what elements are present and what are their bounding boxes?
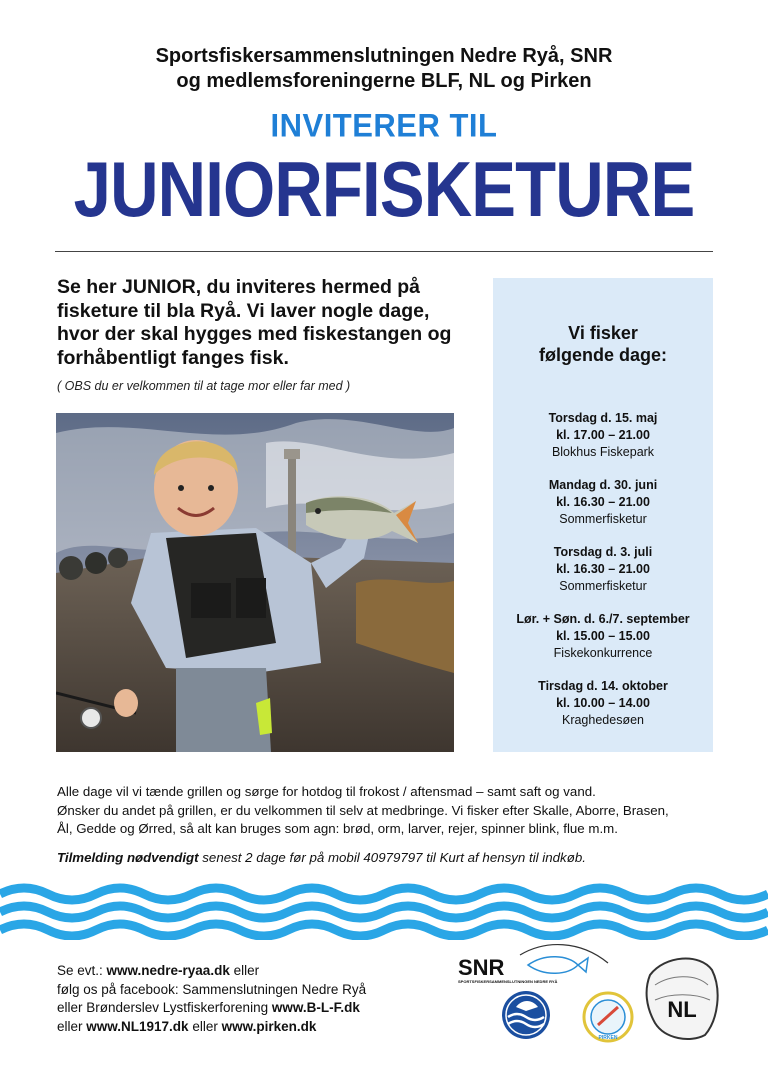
date-time: kl. 17.00 – 21.00 [556,428,650,442]
date-entry-4 [493,611,713,662]
pirken-logo [584,993,632,1041]
date-time: kl. 15.00 – 15.00 [556,629,650,643]
wave-decoration [0,880,768,940]
date-place: Sommerfisketur [559,579,647,593]
blf-logo [502,991,550,1039]
date-day: Mandag d. 30. juni [548,478,658,492]
links-line-4 [57,1018,457,1037]
invite-heading: INVITERER TIL [270,107,498,144]
nl-logo-text: NL [667,997,697,1022]
details-line-1: Alle dage vil vi tænde grillen og sørge for hotdog til frokost / aftensmad – samt saft og vand. [57,784,596,799]
date-day: Lør. + Søn. d. 6./7. september [516,612,690,626]
date-entry-3 [493,544,713,595]
signup-required: Tilmelding nødvendigt [57,850,199,865]
website-link-blf[interactable]: www.B-L-F.dk [271,1000,360,1015]
organizer-heading [0,44,768,94]
org-line-1: Sportsfiskersammenslutningen Nedre Ryå, SNR [155,45,613,67]
links-line-2: følg os på facebook: Sammenslutningen Nedre Ryå [57,981,367,997]
website-link-nl1917[interactable]: www.NL1917.dk [86,1018,189,1034]
date-day: Tirsdag d. 14. oktober [538,679,668,693]
signup-details: senest 2 dage før på mobil 40979797 til Kurt af hensyn til indkøb. [198,850,586,865]
divider [55,251,713,252]
details-line-3: Ål, Gedde og Ørred, så alt kan bruges som agn: brød, orm, larver, rejer, spinner blink, flue m.m. [57,821,618,836]
pirken-logo-text: PIRKEN [598,1035,618,1041]
website-link-pirken[interactable]: www.pirken.dk [221,1018,317,1034]
snr-logo-subtext: SPORTSFISKERSAMMENSLUTNINGEN NEDRE RYÅ [458,979,558,984]
links-text: eller [57,1018,87,1034]
date-entry-1 [493,410,713,461]
org-line-2: og medlemsforeningerne BLF, NL og Pirken [176,70,592,92]
snr-logo [458,945,608,984]
dates-panel [493,278,713,752]
date-time: kl. 16.30 – 21.00 [556,495,650,509]
date-place: Sommerfisketur [559,512,647,526]
intro-note: ( OBS du er velkommen til at tage mor eller far med ) [57,379,351,393]
boy-with-fish-photo [56,413,454,752]
links-text: eller Brønderslev Lystfiskerforening [57,1000,272,1015]
dates-heading-line-2: følgende dage: [538,345,667,365]
date-entry-2 [493,477,713,528]
nl-logo [647,959,718,1039]
links-text: Se evt.: [57,963,107,978]
date-place: Kraghedesøen [561,713,644,727]
date-time: kl. 10.00 – 14.00 [556,696,650,710]
date-place: Fiskekonkurrence [553,646,653,660]
links-text: eller [229,963,260,978]
dates-heading [493,322,713,366]
date-time: kl. 16.30 – 21.00 [556,562,650,576]
date-entry-5 [493,678,713,729]
snr-logo-text: SNR [458,955,505,980]
club-logos [450,935,750,1050]
links-line-1 [57,962,457,981]
dates-heading-line-1: Vi fisker [568,323,638,343]
website-link-nedre-ryaa[interactable]: www.nedre-ryaa.dk [106,963,230,978]
links-line-3 [57,999,457,1018]
contact-links [57,962,457,1036]
signup-text [57,850,717,865]
details-line-2: Ønsker du andet på grillen, er du velkommen til selv at medbringe. Vi fisker efter Skalle, Aborre, Brasen, [57,802,669,818]
date-day: Torsdag d. 3. juli [553,545,653,559]
date-place: Blokhus Fiskepark [551,445,655,459]
links-text: eller [188,1018,222,1034]
page-title: JUNIORFISKETURE [73,145,695,233]
intro-text: Se her JUNIOR, du inviteres hermed på fisketure til bla Ryå. Vi laver nogle dage, hvor der skal hygges med fiskestangen og forhåbentligt fanges fisk. [57,276,452,369]
date-day: Torsdag d. 15. maj [548,411,658,425]
details-text [57,783,717,839]
